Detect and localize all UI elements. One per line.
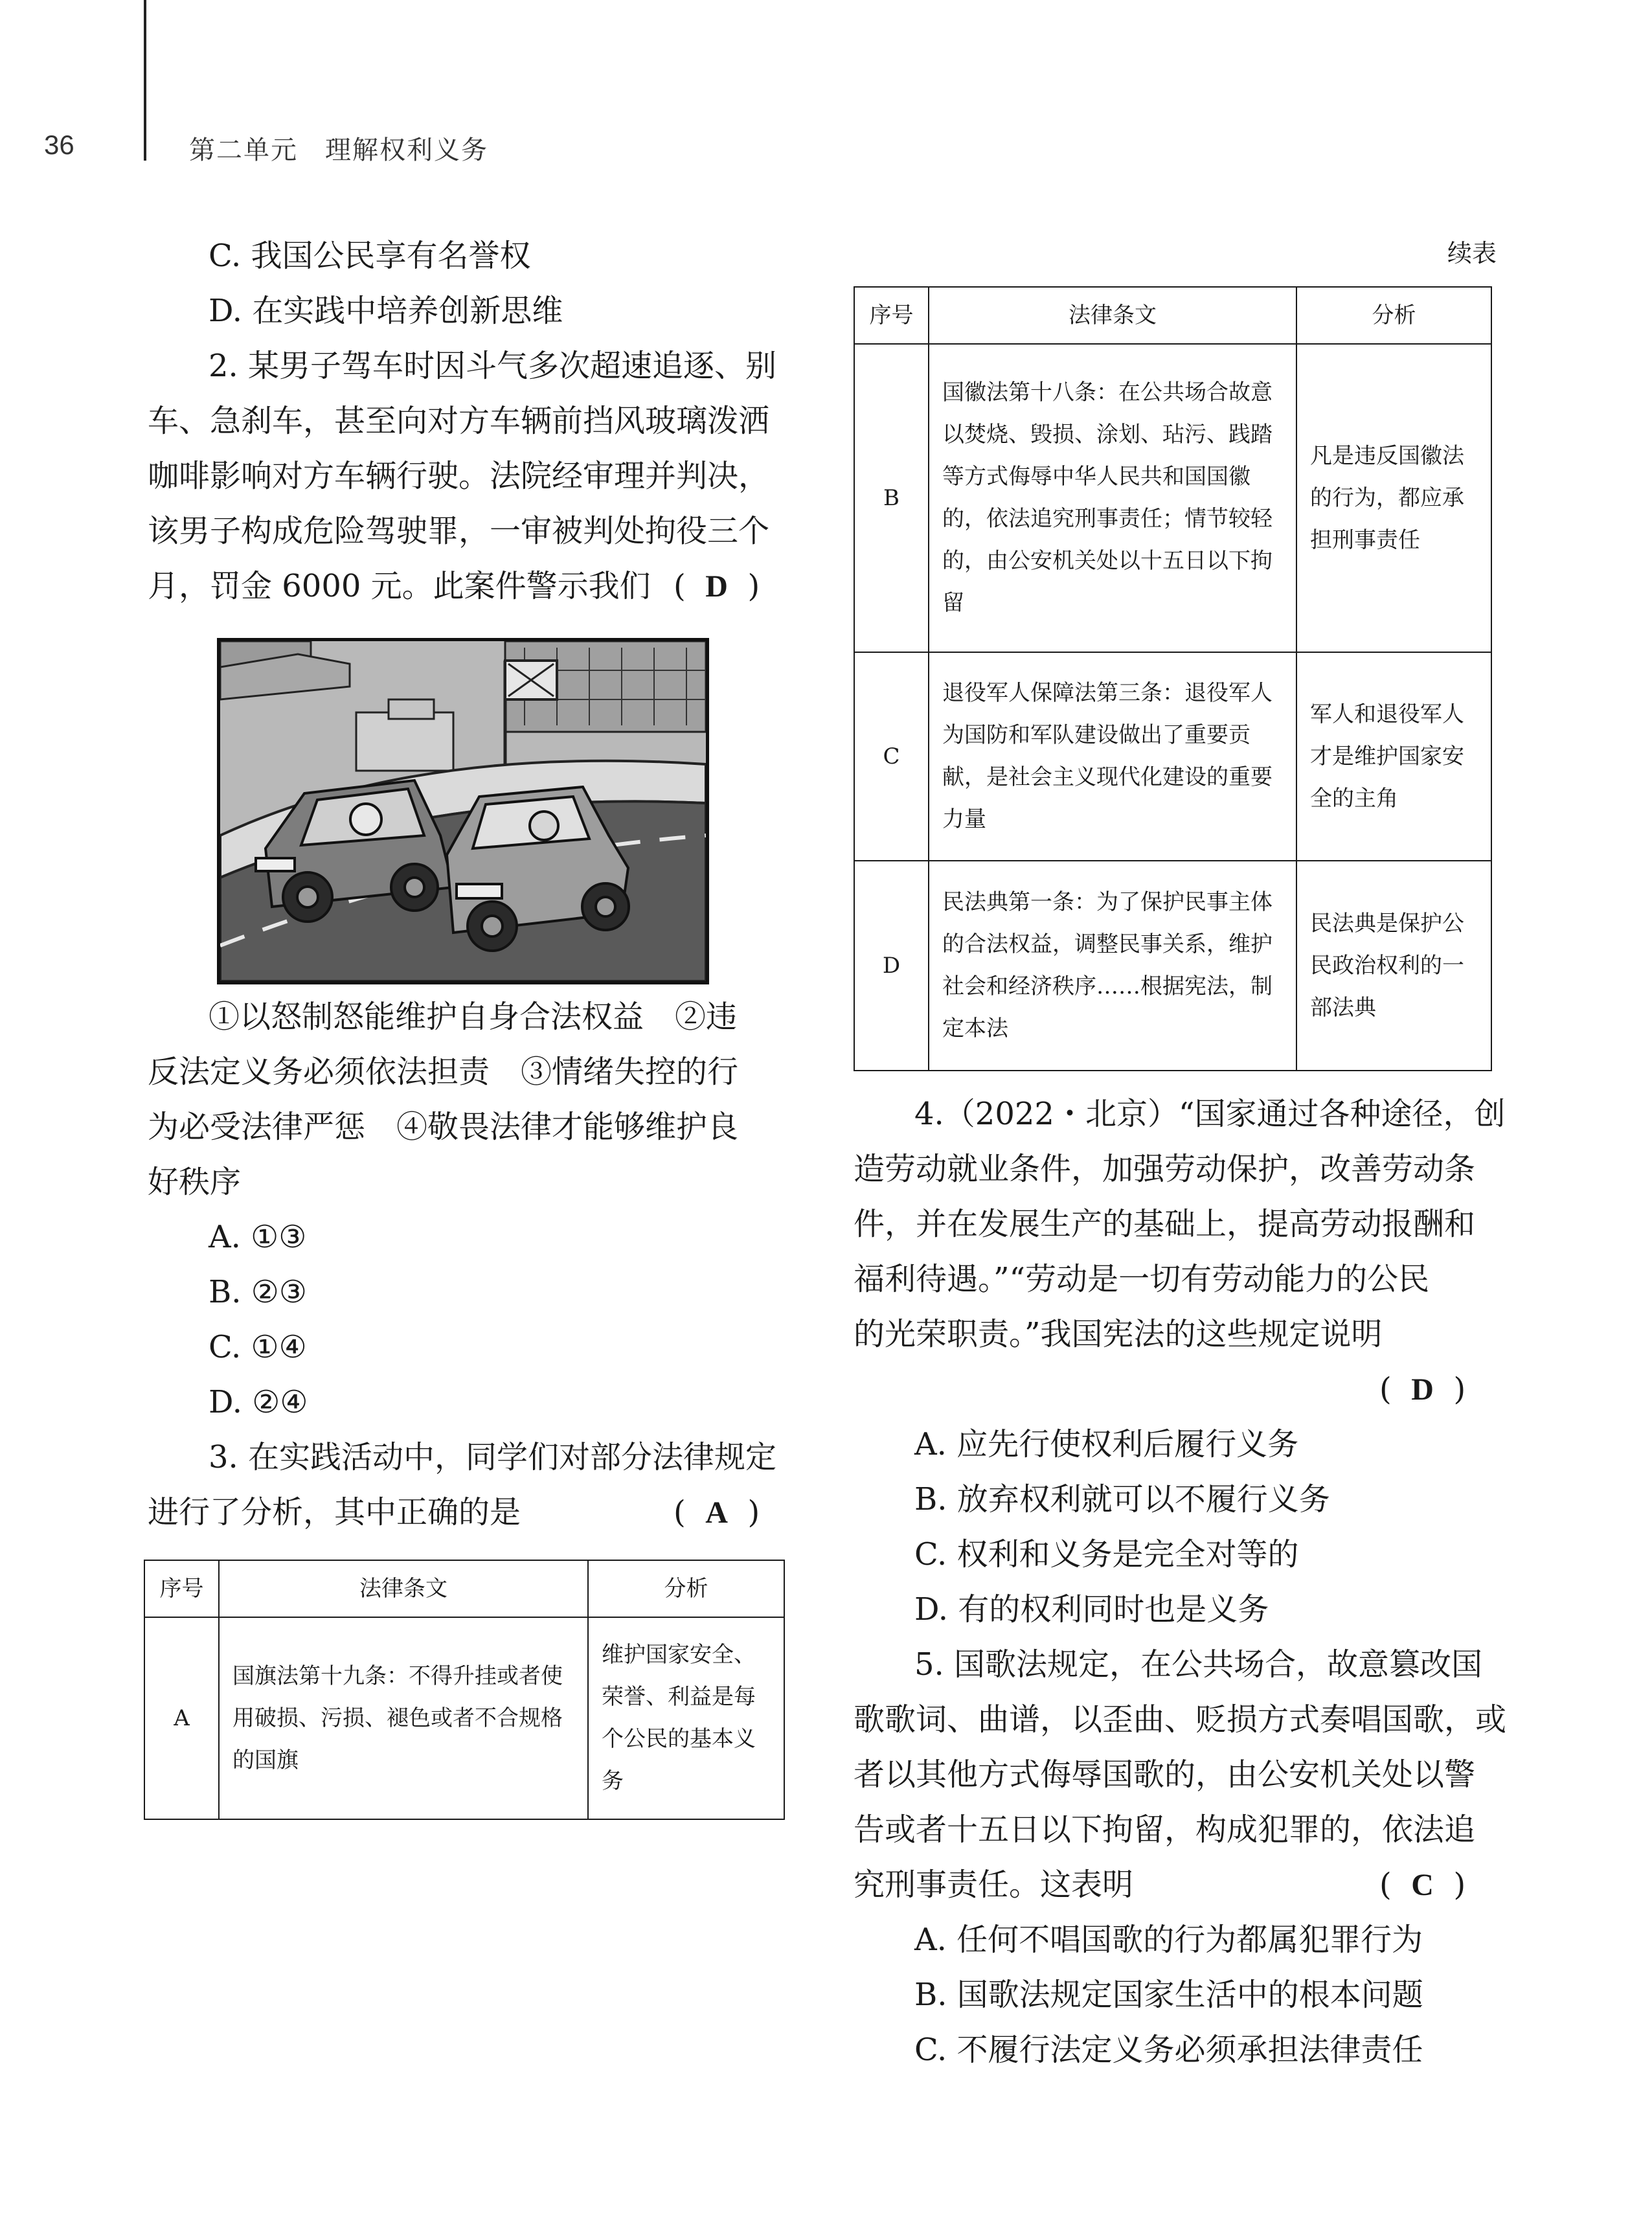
row-analysis: 凡是违反国徽法的行为，都应承担刑事责任: [1296, 344, 1491, 652]
law-table-part-2: [854, 286, 1492, 1071]
row-law: 民法典第一条：为了保护民事主体的合法权益，调整民事关系，维护社会和经济秩序……根据宪法，制定本法: [929, 861, 1296, 1071]
road-rage-illustration: [217, 638, 709, 984]
q2-option: B. ②③: [209, 1274, 307, 1310]
q2-line: 该男子构成危险驾驶罪，一审被判处拘役三个: [148, 513, 770, 549]
q2-option: D. ②④: [209, 1384, 308, 1420]
q4-line: 的光荣职责。”我国宪法的这些规定说明: [854, 1316, 1383, 1352]
q4-line: 福利待遇。”“劳动是一切有劳动能力的公民: [854, 1261, 1430, 1297]
header-law: 法律条文: [929, 287, 1296, 344]
q2-statement-line: 为必受法律严惩 ④敬畏法律才能够维护良: [148, 1109, 739, 1145]
q2-option: A. ①③: [209, 1219, 307, 1255]
header-analysis: 分析: [1296, 287, 1491, 344]
q1-option-d: D. 在实践中培养创新思维: [209, 293, 563, 329]
row-analysis: 军人和退役军人才是维护国家安全的主角: [1296, 652, 1491, 861]
q2-option: C. ①④: [209, 1329, 307, 1365]
q4-line: 件，并在发展生产的基础上，提高劳动报酬和: [854, 1206, 1476, 1242]
q3-line: 3. 在实践活动中，同学们对部分法律规定: [209, 1439, 777, 1475]
header-analysis: 分析: [588, 1560, 784, 1617]
table-header-row: [144, 1560, 784, 1617]
q4-answer-bracket: ( D ): [1379, 1371, 1466, 1407]
q4-option: D. 有的权利同时也是义务: [914, 1591, 1269, 1628]
q5-line: 歌歌词、曲谱，以歪曲、贬损方式奏唱国歌，或: [854, 1701, 1507, 1738]
table-header-row: [854, 287, 1491, 344]
q5-option: A. 任何不唱国歌的行为都属犯罪行为: [914, 1922, 1423, 1958]
header-rule: [144, 0, 146, 161]
q2-line: 2. 某男子驾车时因斗气多次超速追逐、别: [209, 348, 777, 384]
row-seq: A: [144, 1617, 219, 1819]
q2-answer-bracket: ( D ): [673, 568, 760, 604]
q3-answer: A: [705, 1495, 728, 1530]
row-analysis: 维护国家安全、荣誉、利益是每个公民的基本义务: [588, 1617, 784, 1819]
table-row: [854, 652, 1491, 861]
q2-line: 车、急刹车，甚至向对方车辆前挡风玻璃泼洒: [148, 403, 770, 439]
q2-statement-line: 反法定义务必须依法担责 ③情绪失控的行: [148, 1054, 739, 1090]
q4-option: C. 权利和义务是完全对等的: [914, 1536, 1299, 1573]
q4-line: 造劳动就业条件，加强劳动保护，改善劳动条: [854, 1151, 1476, 1187]
header-seq: 序号: [854, 287, 929, 344]
row-analysis: 民法典是保护公民政治权利的一部法典: [1296, 861, 1491, 1071]
row-seq: D: [854, 861, 929, 1071]
q4-answer: D: [1411, 1372, 1434, 1407]
q5-option: B. 国歌法规定国家生活中的根本问题: [914, 1977, 1423, 2013]
unit-title: 第二单元 理解权利义务: [189, 135, 488, 165]
q3-line: 进行了分析，其中正确的是: [148, 1494, 521, 1530]
law-table-part-1: [144, 1560, 785, 1820]
q1-option-c: C. 我国公民享有名誉权: [209, 238, 531, 274]
header-law: 法律条文: [219, 1560, 588, 1617]
row-seq: B: [854, 344, 929, 652]
q5-line: 5. 国歌法规定，在公共场合，故意篡改国: [914, 1646, 1483, 1683]
q5-option: C. 不履行法定义务必须承担法律责任: [914, 2032, 1423, 2068]
q2-answer: D: [705, 569, 728, 604]
row-law: 国旗法第十九条：不得升挂或者使用破损、污损、褪色或者不合规格的国旗: [219, 1617, 588, 1819]
q4-option: A. 应先行使权利后履行义务: [914, 1426, 1299, 1462]
q2-statement-line: ①以怒制怒能维护自身合法权益 ②违: [209, 999, 738, 1035]
q2-line: 月，罚金 6000 元。此案件警示我们: [148, 568, 651, 604]
road-rage-scene-icon: [220, 641, 706, 981]
q2-line: 咖啡影响对方车辆行驶。法院经审理并判决，: [148, 458, 770, 494]
row-seq: C: [854, 652, 929, 861]
row-law: 退役军人保障法第三条：退役军人为国防和军队建设做出了重要贡献，是社会主义现代化建设的重要力量: [929, 652, 1296, 861]
page-number: 36: [44, 130, 74, 160]
row-law: 国徽法第十八条：在公共场合故意以焚烧、毁损、涂划、玷污、践踏等方式侮辱中华人民共和国国徽的，依法追究刑事责任；情节较轻的，由公安机关处以十五日以下拘留: [929, 344, 1296, 652]
q5-line: 告或者十五日以下拘留，构成犯罪的，依法追: [854, 1811, 1476, 1848]
table-row: [854, 861, 1491, 1071]
q5-line: 者以其他方式侮辱国歌的，由公安机关处以警: [854, 1756, 1476, 1793]
table-row: [854, 344, 1491, 652]
q5-line: 究刑事责任。这表明: [854, 1867, 1134, 1903]
table-row: [144, 1617, 784, 1819]
q4-line: 4.（2022・北京）“国家通过各种途径，创: [914, 1096, 1506, 1132]
q5-answer-bracket: ( C ): [1379, 1867, 1466, 1903]
q4-option: B. 放弃权利就可以不履行义务: [914, 1481, 1330, 1517]
header-seq: 序号: [144, 1560, 219, 1617]
q2-statement-line: 好秩序: [148, 1164, 242, 1200]
q3-answer-bracket: ( A ): [673, 1494, 760, 1530]
continued-label: 续表: [1447, 239, 1497, 267]
q5-answer: C: [1411, 1868, 1434, 1902]
